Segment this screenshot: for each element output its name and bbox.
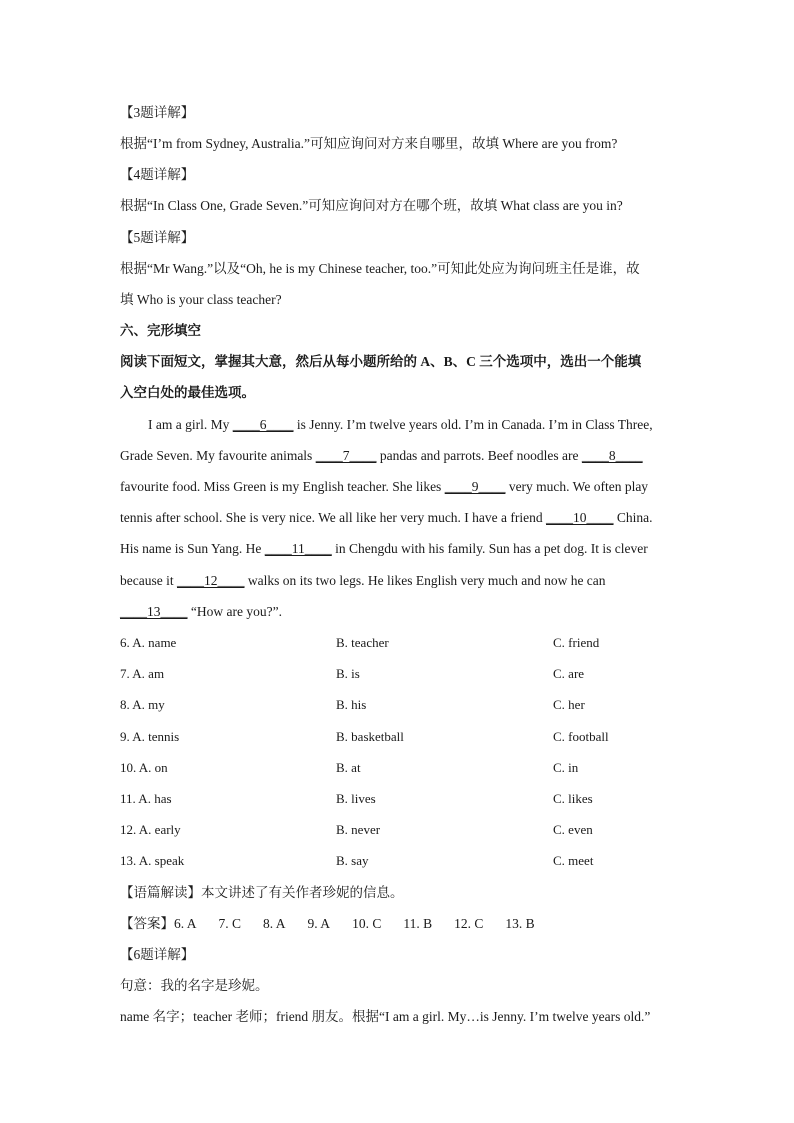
option-a: 9. A. tennis [120,729,180,744]
blank-13: ____13____ [120,604,188,619]
section-title: 六、完形填空 [120,323,201,338]
option-a: 12. A. early [120,822,181,837]
option-c: C. even [553,822,593,837]
answer-item: 7. C [218,916,242,931]
q5-explanation-line1: 根据“Mr Wang.”以及“Oh, he is my Chinese teacher, too.”可知此处应为询问班主任是谁，故 [120,261,640,276]
answer-item: 6. A [174,916,197,931]
passage-text: tennis after school. She is very nice. We all like her very much. I have a friend [120,510,547,525]
answer-item: 13. B [505,916,535,931]
q6-meaning: 句意：我的名字是珍妮。 [120,978,269,993]
passage-line2 [120,447,643,465]
passage-text: “How are you?”. [187,604,282,619]
answer-label: 【答案】 [120,916,174,931]
q5-header: 【5题详解】 [120,230,195,245]
q3-header: 【3题详解】 [120,105,195,120]
option-c: C. friend [553,635,600,650]
option-b: B. basketball [336,729,404,744]
option-a: 7. A. am [120,666,165,681]
option-c: C. her [553,697,585,712]
option-b: B. lives [336,791,376,806]
passage-text: I am a girl. My [148,417,233,432]
option-a: 6. A. name [120,635,177,650]
blank-7: ____7____ [315,448,377,463]
answer-item: 11. B [403,916,433,931]
option-c: C. in [553,760,579,775]
blank-6: ____6____ [232,417,294,432]
passage-text: His name is Sun Yang. He [120,541,265,556]
option-b: B. teacher [336,635,389,650]
reading-summary: 【语篇解读】本文讲述了有关作者珍妮的信息。 [120,885,404,900]
passage-text: walks on its two legs. He likes English very much and now he can [244,573,606,588]
blank-11: ____11____ [264,541,332,556]
option-a: 13. A. speak [120,853,185,868]
blank-12: ____12____ [176,573,245,588]
passage-line4 [120,509,653,527]
answer-item: 12. C [454,916,484,931]
q4-header: 【4题详解】 [120,167,195,182]
answer-key [120,915,557,933]
instruction-line1: 阅读下面短文，掌握其大意，然后从每小题所给的 A、B、C 三个选项中，选出一个能填 [120,354,642,369]
passage-text: because it [120,573,177,588]
passage-text: favourite food. Miss Green is my English teacher. She likes [120,479,445,494]
passage-text: China. [613,510,653,525]
passage-line5 [120,540,648,558]
option-c: C. meet [553,853,594,868]
q3-explanation: 根据“I’m from Sydney, Australia.”可知应询问对方来自哪里，故填 Where are you from? [120,136,618,151]
option-a: 8. A. my [120,697,165,712]
passage-text: Grade Seven. My favourite animals [120,448,316,463]
instruction-line2: 入空白处的最佳选项。 [120,385,255,400]
option-b: B. is [336,666,360,681]
passage-line6 [120,572,606,590]
passage-text: is Jenny. I’m twelve years old. I’m in Canada. I’m in Class Three, [293,417,653,432]
option-c: C. likes [553,791,593,806]
passage-text: pandas and parrots. Beef noodles are [376,448,582,463]
option-c: C. are [553,666,585,681]
blank-9: ____9____ [444,479,506,494]
q5-explanation-line2: 填 Who is your class teacher? [120,292,282,307]
option-a: 10. A. on [120,760,168,775]
blank-10: ____10____ [546,510,614,525]
blank-8: ____8____ [581,448,643,463]
q6-explanation: name 名字；teacher 老师；friend 朋友。根据“I am a girl. My…is Jenny. I’m twelve years old.” [120,1009,651,1024]
passage-line7 [120,603,282,621]
q4-explanation: 根据“In Class One, Grade Seven.”可知应询问对方在哪个班，故填 What class are you in? [120,198,623,213]
answer-item: 9. A [307,916,331,931]
option-b: B. never [336,822,381,837]
answer-item: 10. C [352,916,382,931]
answer-item: 8. A [263,916,286,931]
option-b: B. say [336,853,369,868]
passage-text: in Chengdu with his family. Sun has a pet dog. It is clever [331,541,648,556]
passage-line3 [120,478,648,496]
passage-text: very much. We often play [505,479,649,494]
q6-header: 【6题详解】 [120,947,195,962]
option-b: B. his [336,697,367,712]
option-a: 11. A. has [120,791,172,806]
option-c: C. football [553,729,609,744]
passage-line1 [148,416,653,434]
option-b: B. at [336,760,361,775]
